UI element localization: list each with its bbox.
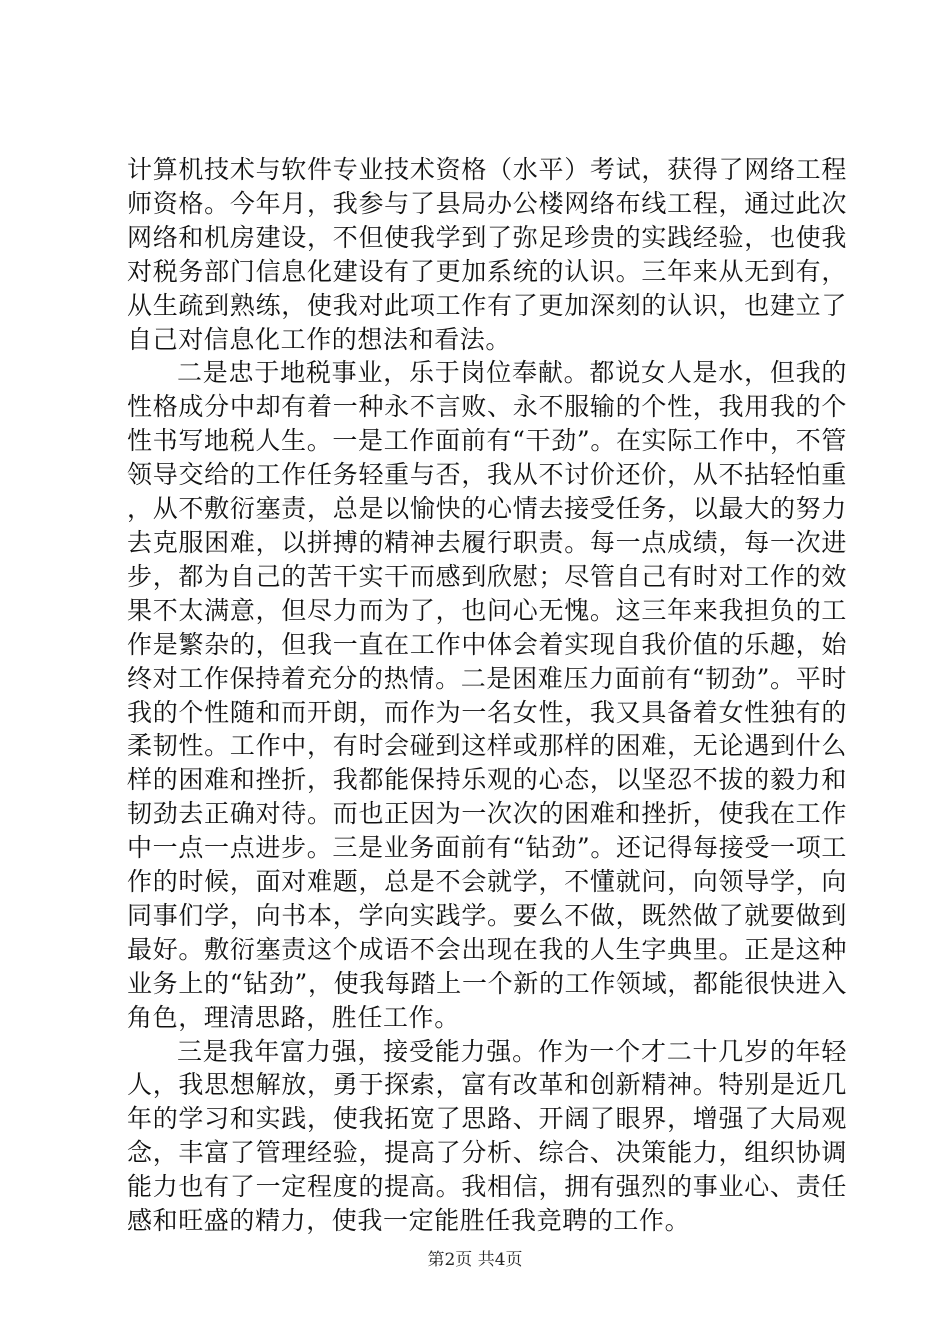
document-body bbox=[127, 153, 847, 1238]
paragraph-dedication: 二是忠于地税事业，乐于岗位奉献。都说女人是水，但我的性格成分中却有着一种永不言败、永不服输的个性，我用我的个性书写地税人生。一是工作面前有“干劲”。在实际工作中，不管领导交给的工作任务轻重与否，我从不讨价还价，从不拈轻怕重，从不敷衍塞责，总是以愉快的心情去接受任务，以最大的努力去克服困难，以拼搏的精神去履行职责。每一点成绩，每一次进步，都为自己的苦干实干而感到欣慰；尽管自己有时对工作的效果不太满意，但尽力而为了，也问心无愧。这三年来我担负的工作是繁杂的，但我一直在工作中体会着实现自我价值的乐趣，始终对工作保持着充分的热情。二是困难压力面前有“韧劲”。平时我的个性随和而开朗，而作为一名女性，我又具备着女性独有的柔韧性。工作中，有时会碰到这样或那样的困难，无论遇到什么样的困难和挫折，我都能保持乐观的心态，以坚忍不拔的毅力和韧劲去正确对待。而也正因为一次次的困难和挫折，使我在工作中一点一点进步。三是业务面前有“钻劲”。还记得每接受一项工作的时候，面对难题，总是不会就学，不懂就问，向领导学，向同事们学，向书本，学向实践学。要么不做，既然做了就要做到最好。敷衍塞责这个成语不会出现在我的人生字典里。正是这种业务上的“钻劲”，使我每踏上一个新的工作领域，都能很快进入角色，理清思路，胜任工作。 bbox=[127, 358, 847, 1032]
paragraph-ability: 三是我年富力强，接受能力强。作为一个才二十几岁的年轻人，我思想解放，勇于探索，富有改革和创新精神。特别是近几年的学习和实践，使我拓宽了思路、开阔了眼界，增强了大局观念，丰富了管理经验，提高了分析、综合、决策能力，组织协调能力也有了一定程度的提高。我相信，拥有强烈的事业心、责任感和旺盛的精力，使我一定能胜任我竞聘的工作。 bbox=[127, 1036, 847, 1236]
paragraph-continuation: 计算机技术与软件专业技术资格（水平）考试，获得了网络工程师资格。今年月，我参与了县局办公楼网络布线工程，通过此次网络和机房建设，不但使我学到了弥足珍贵的实践经验，也使我对税务部门信息化建设有了更加系统的认识。三年来从无到有，从生疏到熟练，使我对此项工作有了更加深刻的认识，也建立了自己对信息化工作的想法和看法。 bbox=[127, 155, 847, 354]
page-footer: 第2页 共4页 bbox=[427, 1250, 523, 1270]
